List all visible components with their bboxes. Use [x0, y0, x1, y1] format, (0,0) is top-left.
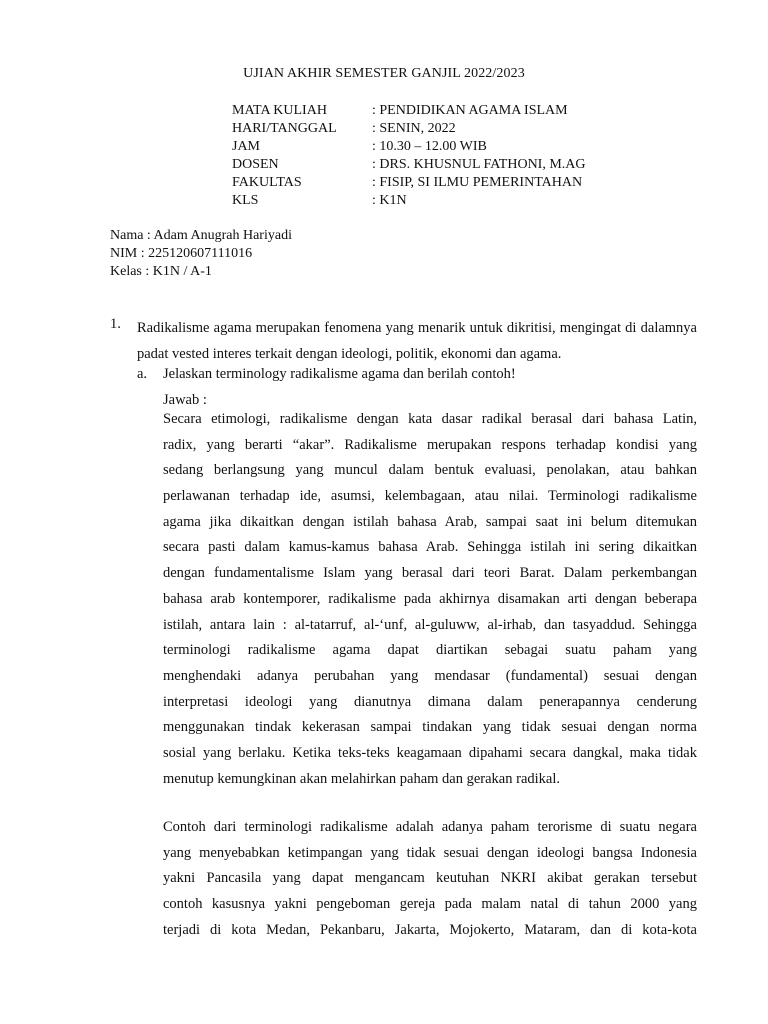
paragraph-line: terminologi radikalisme agama dapat diartikan sebagai suatu paham yang: [163, 642, 697, 659]
question-text: Radikalisme agama merupakan fenomena yang menarik untuk dikritisi, mengingat di dalamnya padat vested interes terkait dengan ideologi, politik, ekonomi dan agama.: [137, 320, 697, 362]
sub-question-letter: a.: [137, 366, 148, 382]
paragraph-line: menutup kemungkinan akan melahirkan paham dan gerakan radikal.: [163, 770, 560, 787]
answer-paragraph-2: [163, 815, 697, 943]
paragraph-line: yakni Pancasila yang dapat mengancam keutuhan NKRI akibat gerakan tersebut: [163, 870, 697, 887]
paragraph-line: Contoh dari terminologi radikalisme adalah adanya paham terorisme di suatu negara: [163, 819, 697, 835]
paragraph-line: radix, yang berarti “akar”. Radikalisme merupakan respons terhadap kondisi yang: [163, 436, 697, 453]
student-class: Kelas : K1N / A-1: [110, 264, 212, 279]
meta-value: : SENIN, 2022: [372, 121, 456, 136]
meta-value: : PENDIDIKAN AGAMA ISLAM: [372, 103, 568, 118]
exam-title: UJIAN AKHIR SEMESTER GANJIL 2022/2023: [243, 66, 525, 81]
paragraph-line: bahasa arab kontemporer, radikalisme pada akhirnya disamakan arti dengan beberapa: [163, 590, 697, 607]
meta-label: FAKULTAS: [232, 175, 302, 190]
meta-value: : FISIP, SI ILMU PEMERINTAHAN: [372, 175, 583, 190]
meta-label: KLS: [232, 193, 259, 208]
answer-paragraph-1: [163, 407, 697, 792]
paragraph-line: Secara etimologi, radikalisme dengan kata dasar radikal berasal dari bahasa Latin,: [163, 411, 697, 427]
question-number: 1.: [110, 316, 121, 332]
meta-label: DOSEN: [232, 157, 279, 172]
meta-value: : K1N: [372, 193, 407, 208]
paragraph-line: perlawanan terhadap ide, asumsi, kelembagaan, atau nilai. Terminologi radikalisme: [163, 488, 697, 505]
paragraph-line: secara pasti dalam kamus-kamus bahasa Arab. Sehingga istilah ini sering dikaitkan: [163, 539, 697, 556]
paragraph-line: istilah, antara lain : al-tatarruf, al-‘unf, al-guluww, al-irhab, dan tasyaddud. Sehingga: [163, 616, 697, 633]
meta-value: : 10.30 – 12.00 WIB: [372, 139, 487, 154]
answer-label: Jawab :: [163, 392, 207, 408]
paragraph-line: interpretasi ideologi yang dianutnya dimana dalam penerapannya cenderung: [163, 693, 697, 710]
student-name: Nama : Adam Anugrah Hariyadi: [110, 228, 292, 243]
meta-value: : DRS. KHUSNUL FATHONI, M.AG: [372, 157, 586, 172]
meta-label: HARI/TANGGAL: [232, 121, 337, 136]
paragraph-line: agama jika dikaitkan dengan istilah bahasa Arab, sampai saat ini belum ditemukan: [163, 513, 697, 530]
paragraph-line: menghendaki adanya perubahan yang mendasar (fundamental) sesuai dengan: [163, 667, 697, 684]
paragraph-line: dengan fundamentalisme Islam yang berasal dari teori Barat. Dalam perkembangan: [163, 565, 697, 582]
paragraph-line: sosial yang berlaku. Ketika teks-teks keagamaan dipahami secara dangkal, maka tidak: [163, 744, 697, 761]
paragraph-line: yang menyebabkan ketimpangan yang tidak sesuai dengan ideologi bangsa Indonesia: [163, 844, 697, 861]
paragraph-line: sedang berlangsung yang muncul dalam bentuk evaluasi, penolakan, atau bahkan: [163, 462, 697, 479]
paragraph-line: contoh kasusnya yakni pengeboman gereja pada malam natal di tahun 2000 yang: [163, 896, 697, 913]
meta-label: JAM: [232, 139, 261, 154]
meta-label: MATA KULIAH: [232, 103, 327, 118]
paragraph-line: menggunakan tindak kekerasan sampai tindakan yang tidak sesuai dengan norma: [163, 719, 697, 736]
paragraph-line: terjadi di kota Medan, Pekanbaru, Jakarta, Mojokerto, Mataram, dan di kota-kota: [163, 921, 697, 938]
student-nim: NIM : 225120607111016: [110, 246, 253, 261]
sub-question-text: Jelaskan terminology radikalisme agama dan berilah contoh!: [163, 366, 516, 382]
